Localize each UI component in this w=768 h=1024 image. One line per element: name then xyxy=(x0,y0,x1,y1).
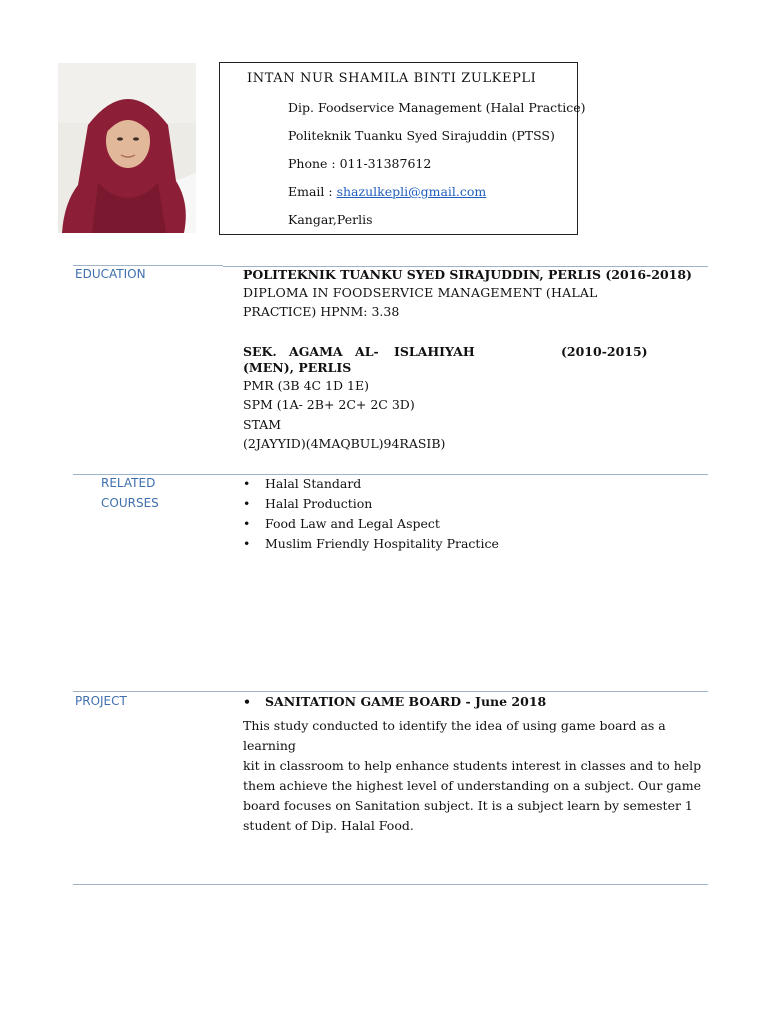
phone-line: Phone : 011-31387612 xyxy=(288,156,432,171)
profile-photo xyxy=(58,63,196,233)
diploma-line: Dip. Foodservice Management (Halal Practice) xyxy=(288,100,586,115)
school2-word: SEK. xyxy=(243,344,277,359)
full-name: INTAN NUR SHAMILA BINTI ZULKEPLI xyxy=(247,71,537,86)
email-label: Email : xyxy=(288,184,337,199)
section-divider xyxy=(73,691,708,692)
school2-word: ISLAHIYAH xyxy=(394,344,475,359)
result-spm: SPM (1A- 2B+ 2C+ 2C 3D) xyxy=(243,397,415,412)
bullet-icon: • xyxy=(243,694,251,709)
result-pmr: PMR (3B 4C 1D 1E) xyxy=(243,378,369,393)
bullet-icon: • xyxy=(243,516,251,531)
description-line: them achieve the highest level of understanding on a subject. Our game xyxy=(243,778,702,793)
bullet-icon: • xyxy=(243,536,251,551)
institution-line: Politeknik Tuanku Syed Sirajuddin (PTSS) xyxy=(288,128,555,143)
contact-box xyxy=(219,62,586,235)
description-line: kit in classroom to help enhance students interest in classes and to help xyxy=(243,758,702,773)
school2-word: AGAMA xyxy=(289,344,343,359)
courses-title-line1: RELATED xyxy=(101,476,156,490)
course-item: • Halal Production xyxy=(243,496,373,511)
section-divider xyxy=(73,265,223,266)
project-description xyxy=(243,716,703,836)
email-line xyxy=(288,184,486,199)
section-divider xyxy=(73,474,708,475)
project-heading: • SANITATION GAME BOARD - June 2018 xyxy=(243,694,547,709)
description-line: board focuses on Sanitation subject. It is a subject learn by semester 1 xyxy=(243,798,693,813)
course-item: • Muslim Friendly Hospitality Practice xyxy=(243,536,499,551)
result-stam: STAM xyxy=(243,417,282,432)
school2-location: (MEN), PERLIS xyxy=(243,360,352,375)
school2-word: AL- xyxy=(355,344,379,359)
bullet-icon: • xyxy=(243,476,251,491)
description-line: This study conducted to identify the idea of using game board as a learning xyxy=(243,718,666,753)
location-line: Kangar,Perlis xyxy=(288,212,373,227)
school2-years: (2010-2015) xyxy=(561,344,648,359)
result-stam-detail: (2JAYYID)(4MAQBUL)94RASIB) xyxy=(243,436,446,451)
school1-name: POLITEKNIK TUANKU SYED SIRAJUDDIN, PERLIS (2016-2018) xyxy=(243,267,692,282)
education-title: EDUCATION xyxy=(75,267,146,281)
school1-program: DIPLOMA IN FOODSERVICE MANAGEMENT (HALAL xyxy=(243,285,598,300)
description-line: student of Dip. Halal Food. xyxy=(243,818,414,833)
courses-title-line2: COURSES xyxy=(101,496,159,510)
email-link[interactable]: shazulkepli@gmail.com xyxy=(336,184,487,199)
course-item: • Halal Standard xyxy=(243,476,362,491)
project-title: PROJECT xyxy=(75,694,127,708)
course-item: • Food Law and Legal Aspect xyxy=(243,516,440,531)
school1-gpa: PRACTICE) HPNM: 3.38 xyxy=(243,304,400,319)
section-divider xyxy=(73,884,708,885)
bullet-icon: • xyxy=(243,496,251,511)
